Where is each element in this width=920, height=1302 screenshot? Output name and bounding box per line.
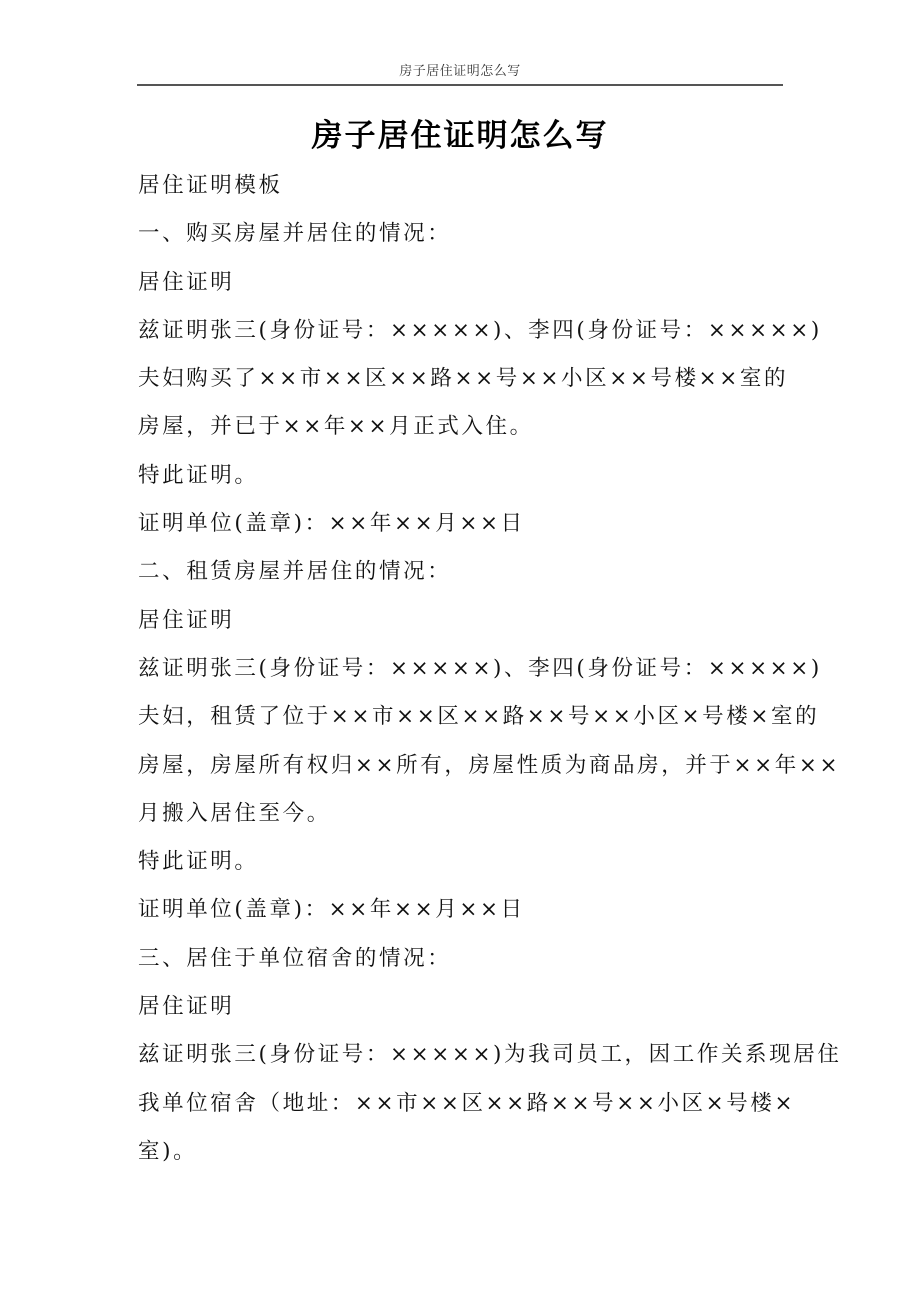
section-1-body-line: 房屋，并已于××年××月正式入住。 [138, 414, 534, 440]
section-1-closing: 特此证明。 [138, 462, 259, 488]
section-2-signature: 证明单位(盖章)：××年××月××日 [138, 897, 525, 923]
section-2-heading: 二、租赁房屋并居住的情况： [138, 559, 452, 585]
section-2-certificate-title: 居住证明 [138, 607, 235, 633]
section-2-body-line: 月搬入居住至今。 [138, 800, 331, 826]
section-2-body-line: 夫妇，租赁了位于××市××区××路××号××小区×号楼×室的 [138, 704, 820, 730]
section-2-body-line: 兹证明张三(身份证号：×××××)、李四(身份证号：×××××) [138, 655, 822, 681]
section-intro-heading: 居住证明模板 [138, 173, 283, 198]
section-3-heading: 三、居住于单位宿舍的情况： [138, 945, 452, 971]
section-3-certificate-title: 居住证明 [138, 994, 235, 1020]
section-2-closing: 特此证明。 [138, 849, 259, 875]
running-header: 房子居住证明怎么写 [399, 64, 521, 79]
document-body [138, 162, 842, 1176]
section-1-certificate-title: 居住证明 [138, 269, 235, 295]
section-1-body-line: 夫妇购买了××市××区××路××号××小区××号楼××室的 [138, 366, 789, 392]
section-1-body-line: 兹证明张三(身份证号：×××××)、李四(身份证号：×××××) [138, 317, 822, 343]
section-1-signature: 证明单位(盖章)：××年××月××日 [138, 511, 525, 537]
header-divider [137, 84, 783, 86]
section-3-body-line: 室)。 [138, 1138, 198, 1164]
document-title: 房子居住证明怎么写 [311, 118, 609, 154]
section-3-body-line: 我单位宿舍（地址：××市××区××路××号××小区×号楼× [138, 1090, 796, 1116]
section-1-heading: 一、购买房屋并居住的情况： [138, 221, 452, 247]
section-2-body-line: 房屋，房屋所有权归××所有，房屋性质为商品房，并于××年×× [138, 752, 841, 778]
section-3-body-line: 兹证明张三(身份证号：×××××)为我司员工，因工作关系现居住 [138, 1042, 842, 1068]
